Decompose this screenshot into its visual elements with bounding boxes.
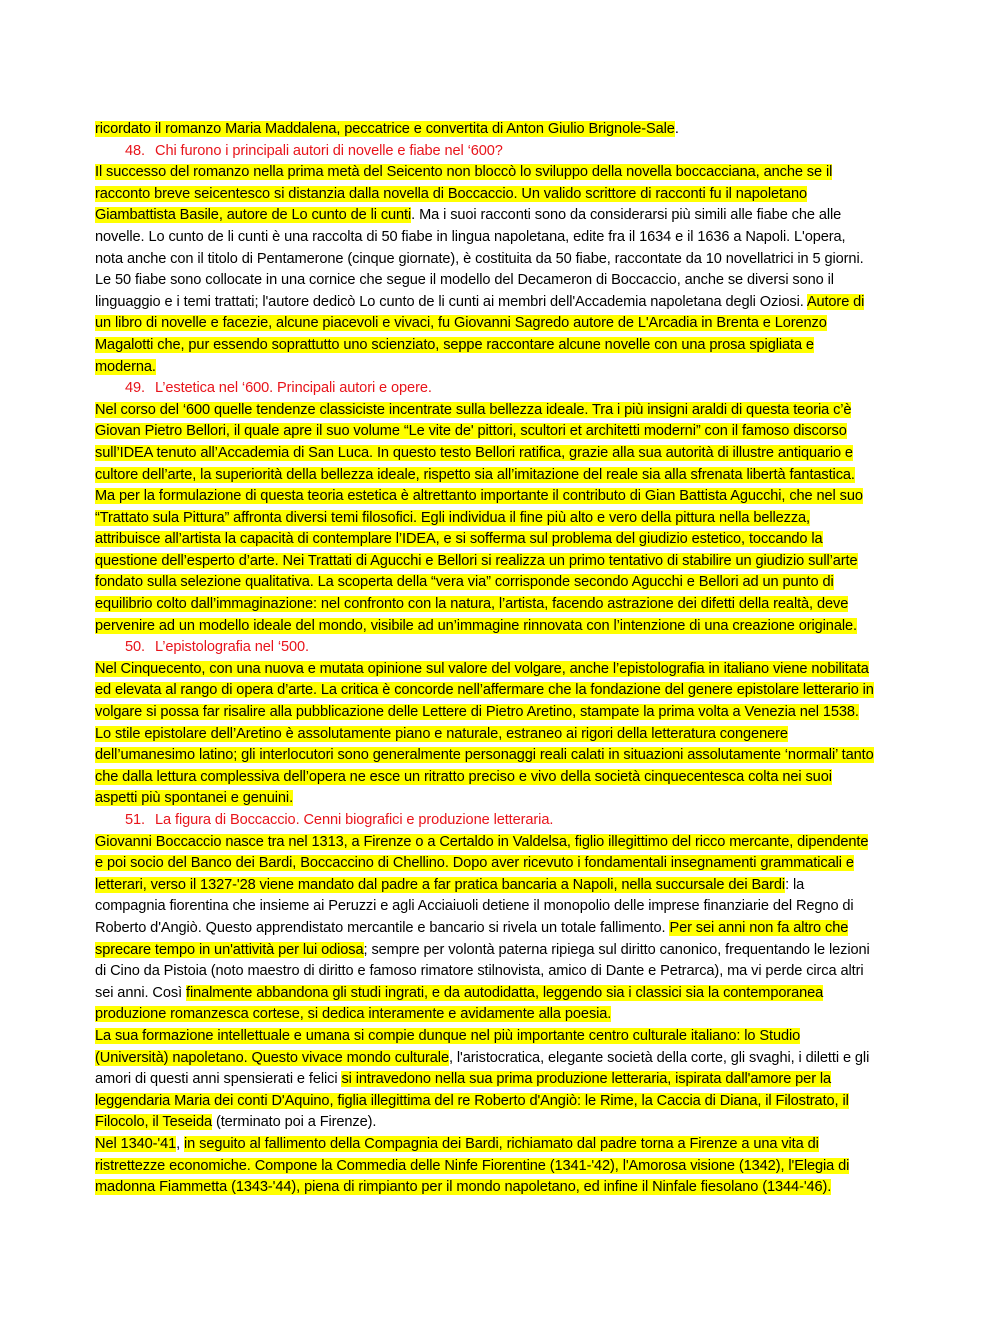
question-title: L’epistolografia nel ‘500.: [155, 639, 309, 656]
document-page: [95, 119, 875, 1199]
highlighted-text: Nel Cinquecento, con una nuova e mutata opinione sul valore del volgare, anche l’epistolografia in italiano viene nobilitata ed elevata al rango di opera d’arte. La critica è concorde nell’affermare che la fondazione del genere epistolare letterario in volgare si possa far risalire alla pubblicazione delle Lettere di Pietro Aretino, stampate la prima volta a Venezia nel 1538. Lo stile epistolare dell’Aretino è assolutamente piano e naturale, estraneo ai rigori della letteratura congenere dell’umanesimo latino; gli interlocutori sono generalmente personaggi reali calati in situazioni assolutamente ‘normali’ tanto che dalla lettura complessiva dell’opera ne esce un ritratto preciso e vivo della società cinquecentesca colta nei suoi aspetti più spontanei e genuini.: [95, 660, 874, 807]
plain-text: ; sempre per volontà paterna ripiega sul diritto canonico, frequentando le lezioni di Cino da Pistoia (noto maestro di diritto e famoso rimatore stilnovista, amico di Dante e Petrarca), ma vi perde circa altri sei anni. Così: [95, 941, 870, 1001]
highlighted-text: in seguito al fallimento della Compagnia dei Bardi, richiamato dal padre torna a Firenze a una vita di ristrettezze economiche. Compone la Commedia delle Ninfe Fiorentine (1341-'42), l'Amorosa visione (1342), l'Elegia di madonna Fiammetta (1343-'44), piena di rimpianto per il mondo napoletano, ed infine il Ninfale fiesolano (1344-'46).: [95, 1135, 850, 1196]
plain-text: , l'aristocratica, elegante società della corte, gli svaghi, i diletti e gli amori di questi anni spensierati e felici: [95, 1049, 870, 1088]
body-paragraph: [95, 400, 875, 638]
highlighted-text: si intravedono nella sua prima produzione letteraria, ispirata dall'amore per la leggendaria Maria dei conti D'Aquino, figlia illegittima del re Roberto d'Angiò: le Rime, la Caccia di Diana, il Filostrato, il Filocolo, il Teseida: [95, 1071, 849, 1131]
highlighted-text: Autore di un libro di novelle e facezie, alcune piacevoli e vivaci, fu Giovanni Sagredo autore de L'Arcadia in Brenta e Lorenzo Magalotti che, pur essendo soprattutto uno scienziato, seppe raccontare alcune novelle con una prosa spigliata e moderna.: [95, 293, 865, 375]
highlighted-text: Per sei anni non fa altro che sprecare tempo in un'attività per lui odiosa: [95, 919, 849, 958]
question-number: 50.: [125, 639, 145, 656]
highlighted-text: finalmente abbandona gli studi ingrati, e da autodidatta, leggendo sia i classici sia la contemporanea produzione romanzesca cortese, si dedica interamente e avidamente alla poesia.: [95, 984, 824, 1023]
question-title: L’estetica nel ‘600. Principali autori e opere.: [155, 380, 432, 397]
body-paragraph: [95, 832, 875, 1026]
question-heading: [95, 141, 875, 163]
question-title: Chi furono i principali autori di novelle e fiabe nel ‘600?: [155, 142, 503, 159]
question-number: 51.: [125, 812, 145, 828]
body-paragraph: [95, 659, 875, 810]
body-paragraph: [95, 119, 875, 141]
body-paragraph: [95, 1026, 875, 1134]
plain-text: ,: [176, 1135, 185, 1152]
question-number: 48.: [125, 142, 145, 159]
highlighted-text: Il successo del romanzo nella prima metà del Seicento non bloccò lo sviluppo della novella boccacciana, anche se il racconto breve seicentesco si distanzia dalla novella di Boccaccio. Un valido scrittore di racconti fu il napoletano Giambattista Basile, autore de Lo cunto de li cunti: [95, 164, 833, 224]
highlighted-text: Giovanni Boccaccio nasce tra nel 1313, a Firenze o a Certaldo in Valdelsa, figlio illegittimo del ricco mercante, dipendente e poi socio del Banco dei Bardi, Boccaccino di Chellino. Dopo aver ricevuto i fondamentali insegnamenti grammaticali e letterari, verso il 1327-'28 viene mandato dal padre a far pratica bancaria a Napoli, nella succursale dei Bardi: [95, 833, 869, 893]
body-paragraph: [95, 162, 875, 378]
plain-text: .: [674, 121, 679, 137]
highlighted-text: ricordato il romanzo Maria Maddalena, peccatrice e convertita di Anton Giulio Brignole-Sale: [95, 121, 675, 137]
question-heading: [95, 378, 875, 400]
plain-text: (terminato poi a Firenze).: [211, 1114, 377, 1131]
body-paragraph: [95, 1134, 875, 1199]
highlighted-text: Nel corso del ‘600 quelle tendenze classiciste incentrate sulla bellezza ideale. Tra i più insigni araldi di questa teoria c’è Giovan Pietro Bellori, il quale apre il suo volume “Le vite de' pittori, scultori et architetti moderni” con il famoso discorso sull’IDEA tenuto all’Accademia di San Luca. In questo testo Bellori ratifica, grazie alla sua autorità di illustre antiquario e cultore dell’arte, la superiorità della bellezza ideale, rispetto sia all’imitazione del reale sia alla sfrenata libertà fantastica. Ma per la formulazione di questa teoria estetica è altrettanto importante il contributo di Gian Battista Agucchi, che nel suo “Trattato sula Pittura” affronta diversi temi filosofici. Egli individua il fine più alto e vero della pittura nella bellezza, attribuisce all’artista la capacità di contemplare l’IDEA, e si sofferma sul problema del giudizio estetico, toccando la questione dell’esperto d’arte. Nei Trattati di Agucchi e Bellori si realizza un primo tentativo di stabilire un giudizio sull’arte fondato sulla selezione qualitativa. La scoperta della “vera via” corrisponde secondo Agucchi e Bellori ad un punto di equilibrio colto dall’immaginazione: nel confronto con la natura, l’artista, facendo astrazione dei difetti della realtà, deve pervenire ad un modello ideale del mondo, visibile ad un’immagine rinnovata con l’intenzione di una creazione originale.: [95, 401, 863, 634]
plain-text: : la compagnia fiorentina che insieme ai Peruzzi e agli Acciaiuoli detiene il monopolio delle imprese finanziarie del Regno di Roberto d'Angiò. Questo apprendistato mercantile e bancario si rivela un totale fallimento.: [95, 876, 854, 936]
question-title: La figura di Boccaccio. Cenni biografici e produzione letteraria.: [155, 812, 554, 828]
question-heading: [95, 810, 875, 832]
highlighted-text: La sua formazione intellettuale e umana si compie dunque nel più importante centro culturale italiano: lo Studio (Università) napoletano. Questo vivace mondo culturale: [95, 1027, 801, 1066]
plain-text: . Ma i suoi racconti sono da considerarsi più simili alle fiabe che alle novelle. Lo cunto de li cunti è una raccolta di 50 fiabe in lingua napoletana, edite fra il 1634 e il 1636 a Napoli. L'opera, nota anche con il titolo di Pentamerone (cinque giornate), è costituita da 50 fiabe, raccontate da 10 novellatrici in 5 giorni. Le 50 fiabe sono collocate in una cornice che segue il modello del Decameron di Boccaccio, anche se diversi sono il linguaggio e i temi trattati; l'autore dedicò Lo cunto de li cunti ai membri dell'Accademia napoletana degli Oziosi.: [95, 207, 864, 310]
question-number: 49.: [125, 380, 145, 397]
highlighted-text: Nel 1340-'41: [95, 1135, 177, 1152]
question-heading: [95, 637, 875, 659]
